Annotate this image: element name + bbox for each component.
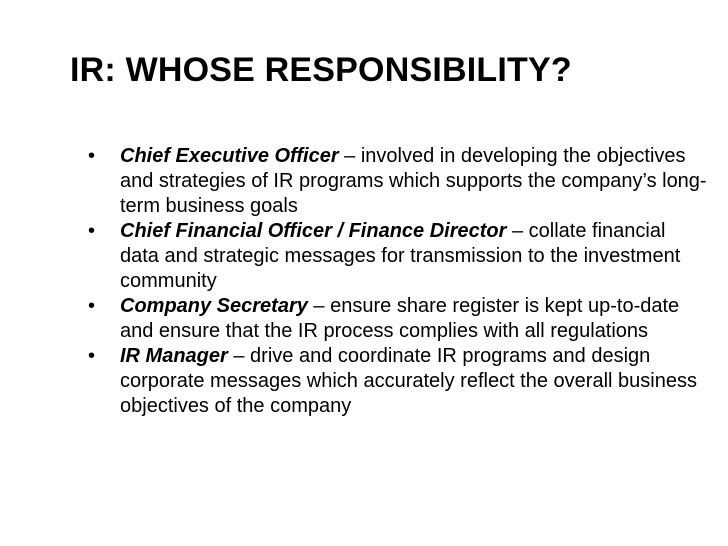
slide-title: IR: WHOSE RESPONSIBILITY? bbox=[70, 51, 572, 89]
role-description: – collate financial data and strategic messages for transmission to the investment community bbox=[120, 220, 681, 292]
role-description: – involved in developing the objectives and strategies of IR programs which supports the company’s long-term business goals bbox=[120, 145, 707, 217]
bullet-icon: • bbox=[88, 145, 96, 167]
bullet-icon: • bbox=[88, 220, 96, 242]
role-term: Chief Executive Officer bbox=[120, 145, 339, 167]
responsibility-list bbox=[88, 144, 708, 419]
list-item-ir-manager bbox=[88, 344, 708, 419]
list-item-ceo bbox=[88, 144, 708, 219]
role-description: – drive and coordinate IR programs and design corporate messages which accurately reflect the overall business objectives of the company bbox=[120, 345, 697, 417]
bullet-icon: • bbox=[88, 295, 96, 317]
role-term: IR Manager bbox=[120, 345, 228, 367]
role-term: Chief Financial Officer / Finance Director bbox=[120, 220, 507, 242]
role-term: Company Secretary bbox=[120, 295, 308, 317]
role-description: – ensure share register is kept up-to-date and ensure that the IR process complies with all regulations bbox=[120, 295, 680, 342]
list-item-cfo bbox=[88, 219, 708, 294]
list-item-company-secretary bbox=[88, 294, 708, 344]
bullet-icon: • bbox=[88, 345, 96, 367]
